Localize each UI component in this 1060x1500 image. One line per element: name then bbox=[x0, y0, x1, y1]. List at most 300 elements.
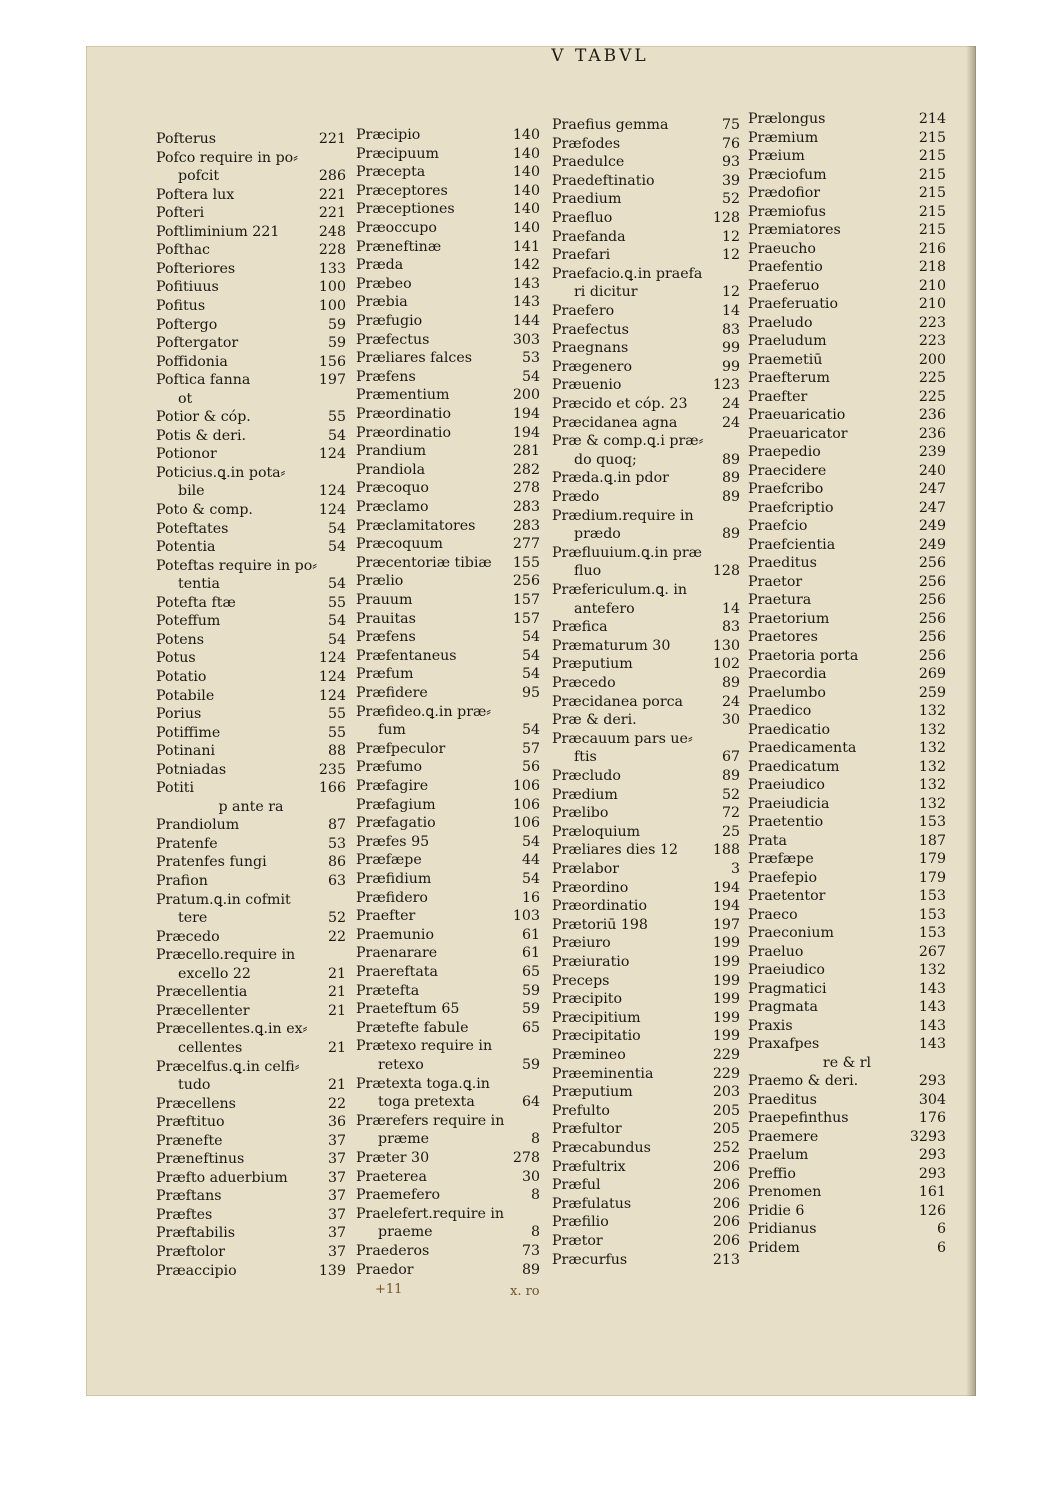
entry-page-number: 240 bbox=[918, 462, 946, 479]
entry-page-number: 247 bbox=[918, 499, 946, 516]
entry-page-number: 55 bbox=[327, 706, 346, 723]
index-entry bbox=[552, 1195, 740, 1213]
index-entry bbox=[552, 841, 740, 859]
index-entry bbox=[156, 946, 346, 964]
entry-term: Praefcriptio bbox=[748, 499, 834, 516]
entry-term: pofcit bbox=[178, 168, 220, 185]
entry-term: Præ & comp.ꝗ.i præ⸗ bbox=[552, 433, 704, 450]
entry-term: Prælabor bbox=[552, 861, 620, 877]
index-entry bbox=[356, 982, 540, 1000]
entry-page-number: 140 bbox=[512, 145, 540, 162]
index-entry bbox=[552, 693, 740, 711]
index-entry bbox=[748, 610, 946, 628]
index-entry bbox=[748, 813, 946, 831]
index-entry bbox=[356, 1168, 540, 1186]
index-entry bbox=[552, 786, 740, 804]
entry-term: tentia bbox=[178, 576, 220, 593]
entry-page-number: 293 bbox=[918, 1073, 946, 1089]
entry-page-number: 278 bbox=[512, 480, 540, 497]
entry-page-number: 37 bbox=[327, 1169, 346, 1186]
index-entry bbox=[356, 1112, 540, 1130]
index-entry bbox=[748, 480, 946, 498]
entry-page-number: 218 bbox=[918, 259, 946, 275]
index-entry bbox=[552, 358, 740, 376]
entry-page-number: 206 bbox=[712, 1233, 740, 1249]
entry-page-number: 140 bbox=[512, 220, 540, 236]
entry-page-number: 194 bbox=[512, 424, 540, 441]
index-entry bbox=[356, 665, 540, 683]
entry-term: Praefterum bbox=[748, 370, 830, 386]
entry-page-number: 256 bbox=[918, 610, 946, 627]
entry-page-number: 106 bbox=[512, 815, 540, 832]
entry-page-number: 144 bbox=[512, 313, 540, 329]
entry-term: Præcepta bbox=[356, 164, 426, 181]
index-entry bbox=[356, 331, 540, 349]
entry-page-number: 30 bbox=[721, 712, 740, 729]
entry-term: Præfens bbox=[356, 629, 416, 646]
entry-page-number: 126 bbox=[918, 1202, 946, 1219]
entry-term: Præter 30 bbox=[356, 1150, 430, 1166]
entry-page-number: 140 bbox=[512, 182, 540, 199]
entry-page-number: 267 bbox=[918, 943, 946, 960]
index-entry bbox=[748, 332, 946, 350]
entry-page-number: 8 bbox=[530, 1187, 540, 1204]
index-entry bbox=[356, 740, 540, 758]
page-header: V TABVL bbox=[551, 46, 649, 66]
entry-page-number: 12 bbox=[721, 284, 740, 301]
index-entry bbox=[552, 451, 740, 469]
entry-term: Praetoria porta bbox=[748, 647, 859, 664]
index-entry bbox=[356, 461, 540, 479]
entry-term: Praxis bbox=[748, 1017, 793, 1034]
entry-term: Praemunio bbox=[356, 926, 434, 943]
entry-page-number: 143 bbox=[918, 1017, 946, 1034]
entry-term: Præordinatio bbox=[356, 424, 451, 441]
entry-page-number: 54 bbox=[521, 647, 540, 664]
entry-term: Præmaturum 30 bbox=[552, 637, 671, 654]
index-entry bbox=[748, 554, 946, 572]
entry-term: Præfagire bbox=[356, 778, 429, 794]
index-entry bbox=[748, 1239, 946, 1257]
index-entry bbox=[156, 557, 346, 575]
index-entry bbox=[748, 961, 946, 979]
entry-term: Poffidonia bbox=[156, 353, 228, 370]
margin-note: +11 bbox=[375, 1282, 403, 1297]
entry-term: Præoccupo bbox=[356, 220, 437, 236]
index-entry bbox=[156, 464, 346, 482]
index-entry bbox=[552, 730, 740, 748]
entry-term: Poftica fanna bbox=[156, 372, 251, 389]
entry-term: do quoq; bbox=[574, 451, 637, 468]
entry-term: Poftera lux bbox=[156, 186, 235, 203]
entry-term: Potiffime bbox=[156, 724, 221, 741]
entry-page-number: 281 bbox=[512, 443, 540, 460]
entry-page-number: 12 bbox=[721, 228, 740, 245]
entry-term: Poteftas require in po⸗ bbox=[156, 557, 317, 574]
index-entry bbox=[552, 748, 740, 766]
entry-term: Præmineo bbox=[552, 1047, 626, 1063]
entry-term: Praefectus bbox=[552, 321, 629, 338]
index-entry bbox=[156, 649, 346, 667]
entry-term: Praetor bbox=[748, 573, 803, 590]
index-entry bbox=[156, 316, 346, 334]
index-entry bbox=[356, 386, 540, 404]
entry-page-number: 54 bbox=[521, 629, 540, 646]
entry-page-number: 221 bbox=[318, 131, 346, 147]
entry-term: Præfagatio bbox=[356, 815, 436, 832]
entry-term: Praeconium bbox=[748, 925, 834, 941]
index-entry bbox=[156, 427, 346, 445]
entry-term: Praeditus bbox=[748, 1091, 817, 1108]
entry-term: ri dicitur bbox=[574, 284, 638, 301]
entry-page-number: 210 bbox=[918, 296, 946, 312]
index-entry bbox=[552, 618, 740, 636]
entry-term: Præda.ꝗ.in pdor bbox=[552, 470, 669, 487]
entry-term: Praemefero bbox=[356, 1187, 441, 1204]
index-entry bbox=[356, 944, 540, 962]
entry-page-number: 83 bbox=[721, 321, 740, 338]
entry-term: Praemetiū bbox=[748, 351, 823, 368]
index-entry bbox=[156, 445, 346, 463]
entry-term: Prætefta bbox=[356, 982, 420, 999]
entry-term: Pridem bbox=[748, 1239, 800, 1256]
index-entry bbox=[356, 126, 540, 144]
index-entry bbox=[748, 536, 946, 554]
index-entry bbox=[356, 256, 540, 274]
entry-page-number: 133 bbox=[318, 260, 346, 277]
entry-term: Poftergo bbox=[156, 316, 218, 333]
entry-page-number: 143 bbox=[512, 275, 540, 292]
entry-page-number: 225 bbox=[918, 370, 946, 386]
entry-page-number: 283 bbox=[512, 499, 540, 515]
index-entry bbox=[156, 724, 346, 742]
entry-page-number: 256 bbox=[918, 573, 946, 590]
entry-page-number: 89 bbox=[721, 489, 740, 505]
entry-page-number: 199 bbox=[712, 991, 740, 1008]
index-entry bbox=[748, 221, 946, 239]
entry-term: tere bbox=[178, 910, 208, 927]
index-entry bbox=[156, 891, 346, 909]
entry-term: Præbia bbox=[356, 294, 408, 311]
entry-page-number: 89 bbox=[721, 451, 740, 468]
entry-page-number: 130 bbox=[712, 637, 740, 654]
index-entry bbox=[748, 758, 946, 776]
entry-term: Præcurfus bbox=[552, 1251, 628, 1268]
entry-term: Præcidanea agna bbox=[552, 414, 678, 431]
entry-page-number: 14 bbox=[721, 600, 740, 617]
entry-page-number: 203 bbox=[712, 1084, 740, 1101]
entry-page-number: 205 bbox=[712, 1121, 740, 1138]
entry-page-number: 247 bbox=[918, 481, 946, 497]
entry-term: Præfum bbox=[356, 666, 414, 683]
entry-page-number: 132 bbox=[918, 777, 946, 793]
entry-page-number: 215 bbox=[918, 129, 946, 146]
entry-term: Porius bbox=[156, 706, 202, 723]
index-entry bbox=[156, 779, 346, 797]
index-entry bbox=[552, 804, 740, 822]
entry-page-number: 206 bbox=[712, 1177, 740, 1194]
index-entry bbox=[552, 562, 740, 580]
entry-page-number: 37 bbox=[327, 1225, 346, 1242]
entry-term: toga pretexta bbox=[378, 1094, 475, 1111]
index-entry bbox=[356, 1242, 540, 1260]
entry-page-number: 286 bbox=[318, 168, 346, 185]
index-entry bbox=[356, 907, 540, 925]
entry-page-number: 256 bbox=[918, 629, 946, 645]
entry-page-number: 153 bbox=[918, 925, 946, 941]
entry-page-number: 54 bbox=[521, 833, 540, 850]
entry-term: Præcipito bbox=[552, 991, 623, 1008]
entry-page-number: 141 bbox=[512, 238, 540, 255]
entry-page-number: 176 bbox=[918, 1110, 946, 1126]
entry-term: Praedicamenta bbox=[748, 740, 857, 756]
entry-term: Praefacio.ꝗ.in praefa bbox=[552, 265, 703, 282]
entry-page-number: 143 bbox=[512, 294, 540, 311]
index-entry bbox=[356, 275, 540, 293]
entry-page-number: 22 bbox=[327, 1095, 346, 1112]
index-entry bbox=[356, 777, 540, 795]
index-entry bbox=[552, 1120, 740, 1138]
entry-page-number: 132 bbox=[918, 962, 946, 978]
entry-term: Pridianus bbox=[748, 1221, 817, 1237]
entry-term: Poto & comp. bbox=[156, 502, 253, 518]
index-entry bbox=[156, 278, 346, 296]
index-entry bbox=[552, 934, 740, 952]
entry-page-number: 124 bbox=[318, 483, 346, 500]
index-entry bbox=[156, 594, 346, 612]
entry-page-number: 236 bbox=[918, 407, 946, 423]
entry-page-number: 194 bbox=[512, 406, 540, 422]
entry-term: Præmiofus bbox=[748, 203, 826, 220]
index-entry bbox=[156, 149, 346, 167]
entry-page-number: 229 bbox=[712, 1047, 740, 1063]
index-entry bbox=[552, 637, 740, 655]
entry-term: Præcidanea porca bbox=[552, 693, 683, 710]
entry-page-number: 132 bbox=[918, 721, 946, 738]
entry-term: Prætor bbox=[552, 1233, 603, 1249]
entry-term: Præfidere bbox=[356, 685, 428, 701]
entry-term: Præftolor bbox=[156, 1244, 226, 1260]
entry-page-number: 54 bbox=[327, 427, 346, 444]
index-entry bbox=[748, 1054, 946, 1072]
entry-page-number: 86 bbox=[327, 854, 346, 871]
index-entry bbox=[356, 293, 540, 311]
entry-page-number: 216 bbox=[918, 240, 946, 257]
entry-term: Præclamitatores bbox=[356, 517, 476, 534]
index-entry bbox=[356, 1223, 540, 1241]
entry-term: Praemo & deri. bbox=[748, 1073, 859, 1089]
entry-term: Praeiudico bbox=[748, 777, 825, 793]
entry-page-number: 239 bbox=[918, 444, 946, 460]
entry-page-number: 153 bbox=[918, 814, 946, 830]
index-entry bbox=[748, 203, 946, 221]
index-entry bbox=[748, 369, 946, 387]
index-entry bbox=[552, 1213, 740, 1231]
index-entry bbox=[552, 711, 740, 729]
entry-term: Potinani bbox=[156, 743, 216, 760]
entry-term: Praederos bbox=[356, 1243, 430, 1259]
entry-page-number: 99 bbox=[721, 340, 740, 357]
index-entry bbox=[356, 814, 540, 832]
index-entry bbox=[156, 130, 346, 148]
entry-page-number: 200 bbox=[918, 351, 946, 368]
index-entry bbox=[552, 1065, 740, 1083]
entry-page-number: 249 bbox=[918, 536, 946, 553]
index-entry bbox=[748, 1109, 946, 1127]
entry-term: Præliares dies 12 bbox=[552, 842, 679, 859]
entry-page-number: 269 bbox=[918, 666, 946, 682]
entry-term: Praereftata bbox=[356, 964, 438, 980]
entry-page-number: 199 bbox=[712, 972, 740, 989]
index-entry bbox=[552, 1027, 740, 1045]
index-entry bbox=[552, 246, 740, 264]
index-entry bbox=[356, 163, 540, 181]
entry-page-number: 199 bbox=[712, 954, 740, 970]
index-entry bbox=[156, 909, 346, 927]
entry-term: Præful bbox=[552, 1177, 601, 1194]
index-entry bbox=[356, 591, 540, 609]
entry-page-number: 59 bbox=[521, 982, 540, 999]
entry-term: Præfultor bbox=[552, 1121, 622, 1138]
entry-term: Praeterea bbox=[356, 1168, 427, 1185]
entry-term: Præuenio bbox=[552, 377, 622, 394]
entry-page-number: 153 bbox=[918, 906, 946, 923]
entry-term: Praepefinthus bbox=[748, 1110, 849, 1126]
entry-term: Praemere bbox=[748, 1128, 819, 1145]
index-entry bbox=[748, 1165, 946, 1183]
index-entry bbox=[156, 1039, 346, 1057]
index-entry bbox=[748, 166, 946, 184]
index-entry bbox=[156, 390, 346, 408]
entry-term: Praeiudico bbox=[748, 962, 825, 978]
index-entry bbox=[156, 297, 346, 315]
index-entry bbox=[552, 823, 740, 841]
index-entry bbox=[356, 703, 540, 721]
entry-page-number: 64 bbox=[521, 1094, 540, 1111]
entry-term: Præcellens bbox=[156, 1095, 236, 1112]
entry-term: Preceps bbox=[552, 972, 610, 989]
index-entry bbox=[748, 462, 946, 480]
index-entry bbox=[552, 376, 740, 394]
entry-term: Præcedo bbox=[156, 928, 220, 945]
index-entry bbox=[552, 600, 740, 618]
index-entry bbox=[552, 953, 740, 971]
index-entry bbox=[156, 668, 346, 686]
entry-page-number: 293 bbox=[918, 1147, 946, 1163]
entry-term: Praeferuo bbox=[748, 277, 820, 294]
index-entry bbox=[748, 1017, 946, 1035]
index-entry bbox=[156, 1002, 346, 1020]
entry-term: Præfpeculor bbox=[356, 740, 446, 757]
entry-term: Praecordia bbox=[748, 666, 827, 682]
entry-term: Praefter bbox=[356, 908, 416, 925]
index-entry bbox=[156, 520, 346, 538]
index-entry bbox=[552, 897, 740, 915]
index-entry bbox=[356, 963, 540, 981]
entry-page-number: 132 bbox=[918, 795, 946, 812]
entry-term: ftis bbox=[574, 749, 597, 766]
entry-term: Praedicatio bbox=[748, 721, 830, 738]
entry-page-number: 75 bbox=[721, 117, 740, 133]
index-entry bbox=[552, 990, 740, 1008]
entry-term: Potiti bbox=[156, 780, 194, 797]
entry-page-number: 88 bbox=[327, 743, 346, 760]
index-entry bbox=[748, 628, 946, 646]
entry-term: Praeludum bbox=[748, 333, 827, 349]
entry-term: Præfidium bbox=[356, 871, 432, 887]
entry-page-number: 221 bbox=[318, 186, 346, 203]
entry-term: fum bbox=[378, 722, 406, 739]
entry-term: Prætexo require in bbox=[356, 1038, 493, 1055]
index-entry bbox=[156, 1206, 346, 1224]
entry-page-number: 259 bbox=[918, 684, 946, 701]
index-entry bbox=[748, 591, 946, 609]
entry-page-number: 55 bbox=[327, 724, 346, 741]
entry-term: Praeteftum 65 bbox=[356, 1001, 460, 1018]
entry-term: Praetores bbox=[748, 629, 818, 645]
entry-term: Præiuro bbox=[552, 935, 611, 952]
index-entry bbox=[748, 425, 946, 443]
entry-page-number: 223 bbox=[918, 314, 946, 331]
entry-page-number: 52 bbox=[721, 191, 740, 208]
entry-term: Praefero bbox=[552, 303, 615, 319]
entry-page-number: 161 bbox=[918, 1184, 946, 1200]
index-entry bbox=[356, 851, 540, 869]
index-entry bbox=[748, 573, 946, 591]
entry-page-number: 24 bbox=[721, 414, 740, 431]
entry-term: Praefepio bbox=[748, 869, 817, 886]
entry-term: Praelum bbox=[748, 1147, 809, 1163]
entry-term: Preffio bbox=[748, 1165, 796, 1182]
index-entry bbox=[748, 240, 946, 258]
margin-note: x. ro bbox=[510, 1284, 540, 1299]
entry-page-number: 277 bbox=[512, 536, 540, 553]
index-entry bbox=[156, 353, 346, 371]
index-entry bbox=[356, 238, 540, 256]
entry-page-number: 59 bbox=[327, 335, 346, 352]
entry-page-number: 132 bbox=[918, 740, 946, 756]
entry-page-number: 87 bbox=[327, 817, 346, 834]
entry-term: Præfericulum.ꝗ. in bbox=[552, 582, 688, 598]
entry-term: Præfumo bbox=[356, 759, 423, 776]
entry-term: Praefentio bbox=[748, 259, 823, 275]
index-entry bbox=[156, 1095, 346, 1113]
entry-page-number: 124 bbox=[318, 502, 346, 518]
entry-page-number: 65 bbox=[521, 964, 540, 980]
entry-term: Potens bbox=[156, 631, 205, 648]
entry-term: Praetorium bbox=[748, 610, 830, 627]
entry-term: Praetentio bbox=[748, 814, 824, 830]
index-entry bbox=[748, 1091, 946, 1109]
entry-page-number: 143 bbox=[918, 980, 946, 997]
entry-term: Pridie 6 bbox=[748, 1202, 805, 1219]
index-entry bbox=[748, 924, 946, 942]
entry-page-number: 37 bbox=[327, 1151, 346, 1168]
index-entry bbox=[156, 538, 346, 556]
index-entry bbox=[552, 135, 740, 153]
index-entry bbox=[552, 655, 740, 673]
entry-term: antefero bbox=[574, 600, 635, 617]
entry-page-number: 187 bbox=[918, 832, 946, 849]
index-entry bbox=[552, 674, 740, 692]
entry-term: Præcipio bbox=[356, 127, 421, 143]
entry-page-number: 83 bbox=[721, 619, 740, 636]
index-entry bbox=[156, 1150, 346, 1168]
index-entry bbox=[748, 906, 946, 924]
entry-page-number: 235 bbox=[318, 761, 346, 778]
entry-term: Praefcribo bbox=[748, 481, 824, 497]
index-entry bbox=[356, 1205, 540, 1223]
